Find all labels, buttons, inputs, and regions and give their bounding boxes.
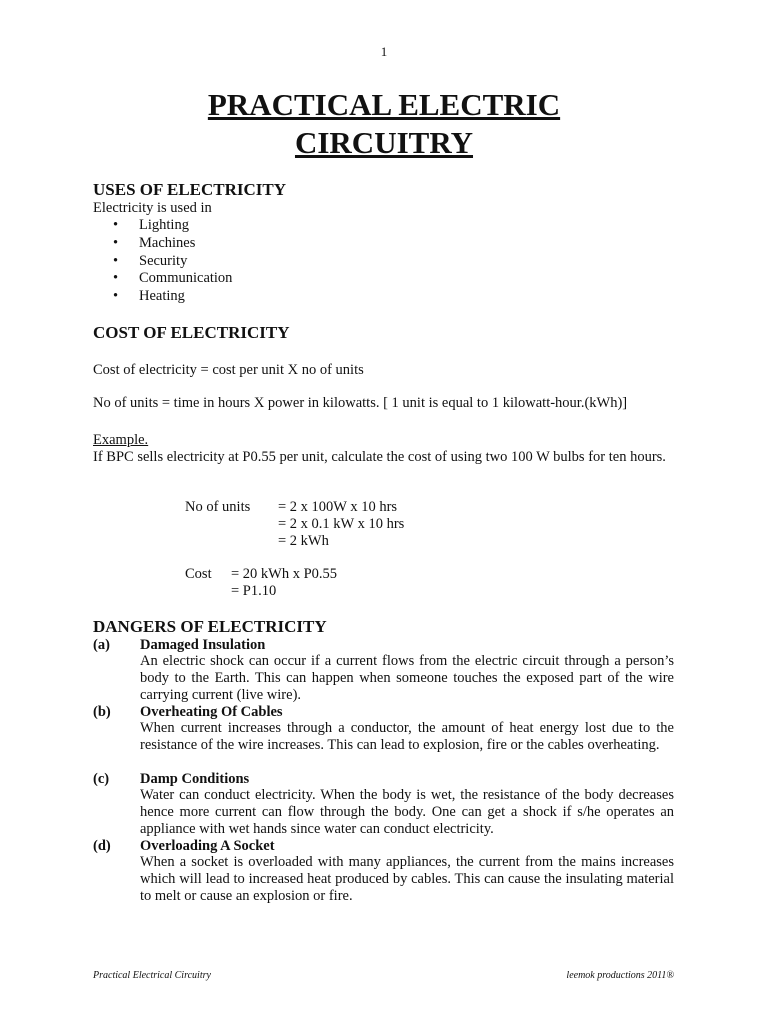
units-label: No of units — [185, 499, 251, 515]
danger-title: Overloading A Socket — [140, 838, 275, 854]
danger-label: (d) — [93, 838, 111, 854]
title-line-1: PRACTICAL ELECTRIC — [207, 87, 561, 122]
units-line: = 2 kWh — [278, 533, 329, 549]
cost-line: = 20 kWh x P0.55 — [231, 566, 338, 582]
list-item: • Communication — [113, 270, 232, 288]
danger-label: (a) — [93, 637, 110, 653]
footer-left: Practical Electrical Circuitry — [93, 970, 211, 981]
list-item: • Machines — [113, 235, 232, 253]
uses-heading: USES OF ELECTRICITY — [93, 180, 287, 199]
list-item: • Heating — [113, 288, 232, 306]
example-label: Example. — [93, 432, 149, 448]
uses-intro: Electricity is used in — [93, 200, 212, 216]
cost-heading: COST OF ELECTRICITY — [93, 323, 290, 342]
cost-label: Cost — [185, 566, 212, 582]
units-line: = 2 x 0.1 kW x 10 hrs — [278, 516, 405, 532]
list-item: • Security — [113, 253, 232, 271]
danger-label: (b) — [93, 704, 111, 720]
uses-list — [113, 217, 232, 306]
page-title — [0, 86, 768, 162]
cost-line: = P1.10 — [231, 583, 277, 599]
example-text: If BPC sells electricity at P0.55 per unit, calculate the cost of using two 100 W bulbs for ten hours. — [93, 449, 666, 465]
danger-text: An electric shock can occur if a current flows from the electric circuit through a person’s body to the Earth. This can happen when someone touches the exposed part of the wire carrying current (live wire). — [140, 653, 674, 703]
units-formula: No of units = time in hours X power in kilowatts. [ 1 unit is equal to 1 kilowatt-hour.(kWh)] — [93, 395, 628, 411]
danger-text: Water can conduct electricity. When the body is wet, the resistance of the body decreases hence more current can flow through the body. One can get a shock if s/he operates an appliance with wet hands since water can conduct electricity. — [140, 787, 674, 837]
list-item: • Lighting — [113, 217, 232, 235]
danger-label: (c) — [93, 771, 110, 787]
dangers-heading: DANGERS OF ELECTRICITY — [93, 617, 327, 636]
danger-text: When current increases through a conductor, the amount of heat energy lost due to the resistance of the wire increases. This can lead to explosion, fire or the cables overheating. — [140, 720, 674, 753]
units-line: = 2 x 100W x 10 hrs — [278, 499, 398, 515]
page-number: 1 — [380, 44, 388, 59]
danger-title: Damaged Insulation — [140, 637, 266, 653]
title-line-2: CIRCUITRY — [294, 125, 474, 160]
footer-right: leemok productions 2011® — [566, 970, 674, 981]
danger-title: Damp Conditions — [140, 771, 250, 787]
danger-text: When a socket is overloaded with many appliances, the current from the mains increases which will lead to increased heat produced by cables. This can cause the insulating material to melt or cause an explosion or fire. — [140, 854, 674, 904]
cost-formula: Cost of electricity = cost per unit X no of units — [93, 362, 364, 378]
danger-title: Overheating Of Cables — [140, 704, 283, 720]
